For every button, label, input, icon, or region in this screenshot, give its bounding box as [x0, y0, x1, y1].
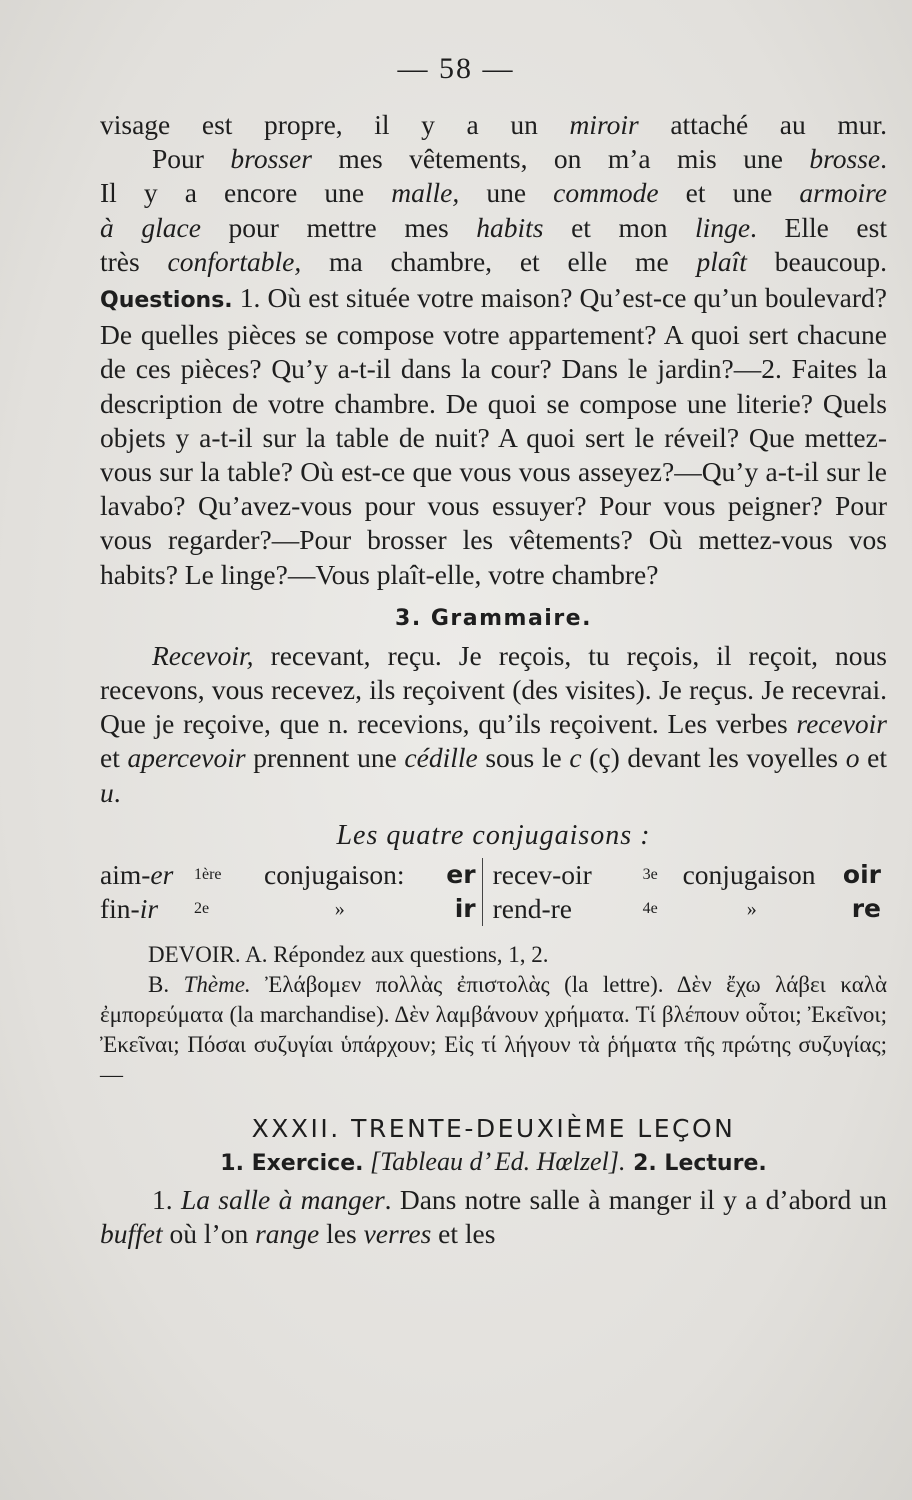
italic-word: buffet	[100, 1218, 163, 1250]
italic-word: Recevoir,	[152, 639, 254, 671]
conj-stem: aim-er	[100, 858, 174, 890]
text-run: beaucoup.	[746, 245, 887, 277]
conj-label: conjugaison:	[264, 858, 405, 890]
conj-mark: er	[446, 859, 476, 889]
conj-mark: ir	[454, 893, 476, 923]
lesson-heading: XXXII. TRENTE-DEUXIÈME LEÇON	[251, 1113, 736, 1143]
text-line	[100, 142, 887, 176]
italic-word: confortable,	[167, 245, 302, 277]
italic-word: à glace	[100, 211, 201, 243]
conj-mark: re	[851, 893, 881, 923]
text-line	[100, 211, 887, 245]
text-run: visage est propre, il y a un	[100, 109, 570, 140]
italic-word: armoire	[799, 177, 887, 209]
grammaire-heading: 3. Grammaire.	[395, 605, 592, 631]
page-number: — 58 —	[397, 52, 515, 85]
text-run: sous le	[477, 742, 570, 774]
italic-word: linge	[695, 211, 751, 243]
italic-word: range	[255, 1218, 320, 1250]
text-run: très	[100, 245, 168, 277]
italic-word: verres	[363, 1218, 432, 1250]
conjugations-left	[100, 858, 482, 926]
questions-paragraph	[100, 281, 887, 592]
italic-word: recevoir	[796, 708, 887, 740]
greek-text: Ἐλάβομεν πολλὰς ἐπιστολὰς (la lettre). Δὲν ἔχω λάβει καλὰ ἐμπορεύματα (la marchandise). Δὲν λαμβάνουν χρήματα. Τί βλέπουν οὗτοι; Ἐκεῖνοι; Ἐκεῖναι; Πόσαι συζυγίαι ὑπάρχουν; Εἰς τί λήγουν τὰ ῥήματα τῆς πρώτης συζυγίας;—	[100, 971, 887, 1087]
italic-word: brosser	[230, 143, 312, 175]
italic-word: malle,	[391, 177, 460, 209]
italic-word: c	[569, 742, 582, 774]
conjugations-title: Les quatre conjugaisons :	[336, 819, 651, 851]
text-run: . Elle est	[750, 211, 887, 243]
italic-word: miroir	[569, 109, 639, 140]
text-run: Il y a encore une	[100, 177, 392, 209]
tableau-reference: [Tableau d’ Ed. Hœlzel].	[363, 1146, 626, 1176]
italic-word: cédille	[404, 742, 478, 774]
italic-word: brosse	[809, 143, 881, 175]
text-run: . Dans notre salle à manger il y a d’abord un	[384, 1183, 888, 1215]
conj-stem: rend-re	[492, 892, 572, 924]
conjugation-row	[100, 858, 482, 892]
text-run: pour mettre mes	[200, 211, 477, 243]
text-run: et une	[658, 177, 800, 209]
conj-stem: recev-oir	[492, 858, 592, 890]
text-line	[100, 108, 887, 142]
text-run: et	[859, 742, 887, 774]
questions-label: Questions.	[100, 288, 233, 314]
italic-word: La salle à manger	[180, 1183, 385, 1215]
conj-label: conjugaison	[682, 858, 816, 890]
text-run: les	[319, 1218, 364, 1250]
italic-word: Thème.	[183, 971, 251, 997]
lesson-subheading	[100, 1147, 887, 1177]
conj-label: »	[334, 897, 345, 920]
conj-ordinal: 2e	[194, 899, 210, 917]
conj-mark: oir	[842, 859, 881, 889]
conjugation-row	[493, 858, 887, 892]
text-run: .	[880, 143, 888, 175]
italic-word: o	[845, 742, 860, 774]
conjugations-right	[482, 858, 887, 926]
text-run: prennent une	[245, 742, 405, 774]
conj-stem: fin-ir	[100, 892, 159, 924]
conj-label: »	[746, 897, 757, 920]
text-run: ma chambre, et elle me	[301, 245, 697, 277]
italic-word: habits	[476, 211, 544, 243]
text-run: une	[459, 177, 554, 209]
lecture-label: 2. Lecture.	[625, 1150, 767, 1176]
italic-word: u	[100, 776, 114, 808]
exercice-label: 1. Exercice.	[220, 1150, 364, 1176]
conjugations-table	[100, 858, 887, 926]
text-run: et les	[431, 1218, 496, 1250]
grammaire-paragraph	[100, 639, 887, 810]
conj-ordinal: 1ère	[194, 865, 222, 883]
conjugation-row	[493, 892, 887, 926]
text-run: recevant, reçu. Je reçois, tu reçois, il reçoit, nous recevons, vous recevez, ils reçoivent (des visites). Je reçus. Je recevrai. Que je reçoive, que n. recevions, qu’ils reçoivent. Les verbes	[100, 639, 887, 740]
italic-word: plaît	[696, 245, 747, 277]
paragraph-chambre	[100, 108, 887, 279]
text-run: .	[113, 776, 121, 808]
text-run: (ç) devant les voyelles	[581, 742, 846, 774]
italic-word: apercevoir	[127, 742, 246, 774]
text-run: Pour	[152, 143, 231, 175]
conj-ordinal: 4e	[642, 899, 658, 917]
lecture-paragraph	[100, 1183, 887, 1251]
text-run: et	[100, 742, 128, 774]
text-line	[100, 176, 887, 210]
page-body	[100, 108, 887, 1251]
text-run: et mon	[543, 211, 696, 243]
text-line	[100, 245, 887, 279]
italic-word: commode	[553, 177, 659, 209]
text-run: attaché au mur.	[638, 109, 888, 140]
conjugation-row	[100, 892, 482, 926]
devoir-a: DEVOIR. A. Répondez aux questions, 1, 2.	[148, 941, 549, 967]
text-run: 1.	[152, 1183, 181, 1215]
conj-ordinal: 3e	[642, 865, 658, 883]
text-run: mes vêtements, on m’a mis une	[311, 143, 810, 175]
devoir-b	[100, 970, 887, 1090]
questions-text: 1. Où est située votre maison? Qu’est-ce qu’un boulevard? De quelles pièces se compose votre appartement? A quoi sert chacune de ces pièces? Qu’y a-t-il dans la cour? Dans le jardin?—2. Faites la description de votre chambre. De quoi se compose une literie? Quels objets y a-t-il sur la table de nuit? A quoi sert le réveil? Que mettez-vous sur la table? Où est-ce que vous vous asseyez?—Qu’y a-t-il sur le lavabo? Qu’avez-vous pour vous essuyer? Pour vous peigner? Pour vous regarder?—Pour brosser les vêtements? Où mettez-vous vos habits? Le linge?—Vous plaît-elle, votre chambre?	[100, 282, 887, 590]
text-run: où l’on	[162, 1218, 256, 1250]
text-run: B.	[148, 971, 184, 997]
